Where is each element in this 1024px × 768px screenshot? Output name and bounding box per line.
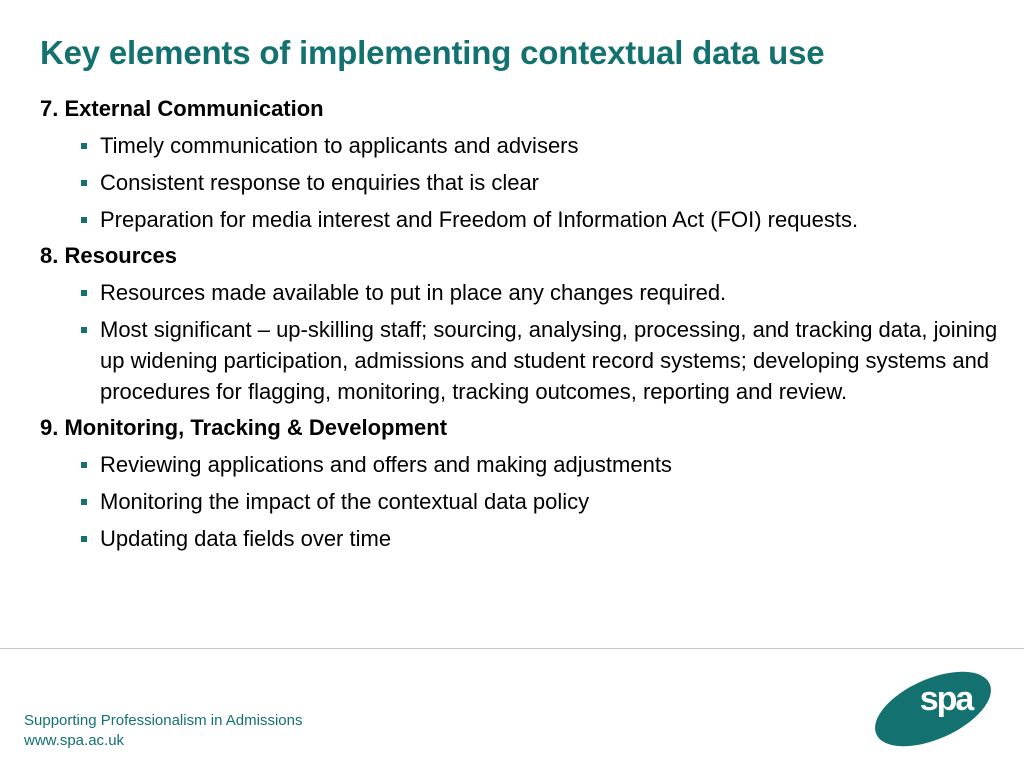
list-item-text: Reviewing applications and offers and making adjustments — [100, 452, 672, 477]
list-item-text: Resources made available to put in place any changes required. — [100, 280, 727, 305]
square-bullet-icon — [81, 462, 87, 468]
list-item — [40, 314, 1015, 407]
list-item — [40, 523, 1015, 554]
bullet-list — [40, 449, 1015, 554]
footer-url: www.spa.ac.uk — [24, 732, 125, 749]
list-item-text: Updating data fields over time — [100, 526, 392, 551]
section-heading: 8. Resources — [40, 243, 177, 268]
square-bullet-icon — [81, 290, 87, 296]
section-monitoring — [40, 415, 1015, 554]
square-bullet-icon — [81, 327, 87, 333]
logo-text: spa — [919, 680, 973, 718]
bullet-list — [40, 130, 1015, 235]
footer — [24, 711, 302, 751]
list-item — [40, 277, 1015, 308]
list-item — [40, 130, 1015, 161]
spa-logo-icon — [870, 670, 996, 748]
bullet-list — [40, 277, 1015, 407]
square-bullet-icon — [81, 499, 87, 505]
list-item-text: Timely communication to applicants and advisers — [100, 133, 579, 158]
list-item — [40, 167, 1015, 198]
footer-tagline: Supporting Professionalism in Admissions — [24, 712, 303, 729]
list-item-text: Most significant – up-skilling staff; sourcing, analysing, processing, and tracking data, joining up widening participation, admissions and student record systems; developing systems and procedures for flagging, monitoring, tracking outcomes, reporting and review. — [100, 317, 998, 404]
slide-body — [40, 96, 1015, 562]
square-bullet-icon — [81, 143, 87, 149]
list-item — [40, 449, 1015, 480]
square-bullet-icon — [81, 536, 87, 542]
list-item-text: Preparation for media interest and Freedom of Information Act (FOI) requests. — [100, 207, 859, 232]
section-heading: 7. External Communication — [40, 96, 324, 121]
list-item-text: Consistent response to enquiries that is clear — [100, 170, 540, 195]
section-external-communication — [40, 96, 1015, 235]
square-bullet-icon — [81, 180, 87, 186]
section-resources — [40, 243, 1015, 407]
slide-title: Key elements of implementing contextual data use — [40, 34, 825, 71]
list-item — [40, 204, 1015, 235]
list-item-text: Monitoring the impact of the contextual data policy — [100, 489, 590, 514]
footer-divider — [0, 648, 1024, 649]
square-bullet-icon — [81, 217, 87, 223]
section-heading: 9. Monitoring, Tracking & Development — [40, 415, 448, 440]
list-item — [40, 486, 1015, 517]
